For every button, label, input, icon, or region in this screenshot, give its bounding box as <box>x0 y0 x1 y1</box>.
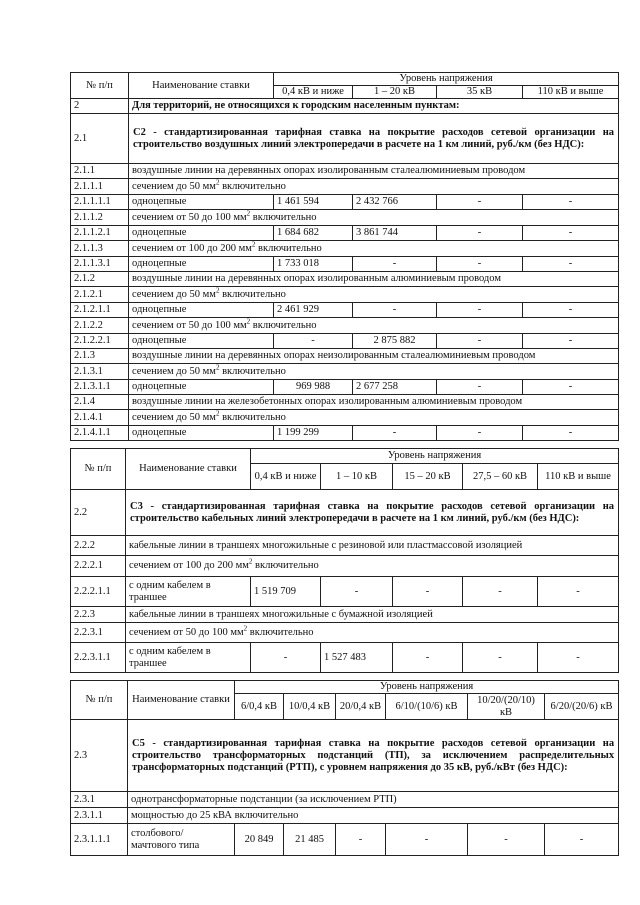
row-num: 2.2.2.1 <box>71 556 126 577</box>
col-header-num: № п/п <box>71 73 129 99</box>
row-name: одноцепные <box>129 226 274 241</box>
col-header-voltage: 27,5 – 60 кВ <box>463 464 538 490</box>
row-name: одноцепные <box>129 257 274 272</box>
value-cell: - <box>468 824 545 856</box>
rate-description: С3 - стандартизированная тарифная ставка на покрытие расходов сетевой организации на строительство кабельных линий электропередачи в расчете на 1 км линий, руб./км (без НДС): <box>126 490 619 536</box>
line-type: кабельные линии в траншеях многожильные с бумажной изоляцией <box>126 607 619 623</box>
row-num: 2.1.1 <box>71 164 129 179</box>
col-header-voltage-level: Уровень напряжения <box>274 73 619 86</box>
superscript: 2 <box>215 286 220 294</box>
section-title: Для территорий, не относящихся к городским населенным пунктам: <box>129 99 619 114</box>
row-name: одноцепные <box>129 426 274 441</box>
cross-section-text: включительно <box>219 365 286 377</box>
value-cell: - <box>353 257 437 272</box>
cross-section-text: сечением до 50 мм <box>132 180 216 192</box>
col-header-voltage: 35 кВ <box>437 86 523 99</box>
value-cell: - <box>523 380 619 395</box>
row-num: 2 <box>71 99 129 114</box>
row-num: 2.3.1.1 <box>71 808 128 824</box>
cross-section-text: включительно <box>252 560 319 571</box>
cross-section-text: включительно <box>219 288 286 300</box>
cross-section <box>129 241 619 257</box>
value-cell: - <box>523 426 619 441</box>
row-name: с одним кабелем в траншее <box>126 643 251 673</box>
value-cell: - <box>386 824 468 856</box>
row-num: 2.3.1.1.1 <box>71 824 128 856</box>
col-header-voltage: 6/20/(20/6) кВ <box>545 694 619 720</box>
row-num: 2.1.1.1.1 <box>71 195 129 210</box>
value-cell: 3 861 744 <box>353 226 437 241</box>
value-cell: - <box>523 257 619 272</box>
value-cell: - <box>437 226 523 241</box>
superscript: 2 <box>215 409 220 417</box>
col-header-voltage: 10/0,4 кВ <box>284 694 336 720</box>
line-type: кабельные линии в траншеях многожильные с резиновой или пластмассовой изоляцией <box>126 536 619 556</box>
row-num: 2.3.1 <box>71 792 128 808</box>
superscript: 2 <box>251 240 256 248</box>
value-cell: - <box>393 577 463 607</box>
cross-section <box>129 410 619 426</box>
col-header-num: № п/п <box>71 681 128 720</box>
row-num: 2.1.1.2.1 <box>71 226 129 241</box>
tariff-table-c2 <box>70 72 619 441</box>
col-header-voltage-level: Уровень напряжения <box>251 449 619 464</box>
row-name: одноцепные <box>129 380 274 395</box>
value-cell: - <box>437 257 523 272</box>
cross-section-text: сечением от 50 до 100 мм <box>132 211 247 223</box>
row-num: 2.2.3.1 <box>71 623 126 643</box>
value-cell: - <box>321 577 393 607</box>
col-header-voltage: 15 – 20 кВ <box>393 464 463 490</box>
cross-section-text: сечением от 50 до 100 мм <box>132 319 247 331</box>
col-header-voltage: 1 – 10 кВ <box>321 464 393 490</box>
cross-section <box>129 364 619 380</box>
row-num: 2.2.2 <box>71 536 126 556</box>
tariff-table-c3 <box>70 448 619 673</box>
col-header-voltage: 110 кВ и выше <box>523 86 619 99</box>
col-header-voltage: 0,4 кВ и ниже <box>251 464 321 490</box>
cross-section-text: включительно <box>219 180 286 192</box>
tariff-table-c5 <box>70 680 619 856</box>
value-cell: 2 875 882 <box>353 334 437 349</box>
line-type: воздушные линии на деревянных опорах изолированным сталеалюминиевым проводом <box>129 164 619 179</box>
value-cell: 2 432 766 <box>353 195 437 210</box>
row-num: 2.1.2.1 <box>71 287 129 303</box>
cross-section-text: сечением до 50 мм <box>132 365 216 377</box>
cross-section-text: сечением от 100 до 200 мм <box>129 560 249 571</box>
row-name: одноцепные <box>129 195 274 210</box>
col-header-voltage: 10/20/(20/10) кВ <box>468 694 545 720</box>
value-cell: 1 684 682 <box>274 226 353 241</box>
value-cell: - <box>538 577 619 607</box>
value-cell: 20 849 <box>235 824 284 856</box>
line-type: воздушные линии на деревянных опорах изолированным алюминиевым проводом <box>129 272 619 287</box>
col-header-voltage: 110 кВ и выше <box>538 464 619 490</box>
value-cell: - <box>437 380 523 395</box>
col-header-name: Наименование ставки <box>126 449 251 490</box>
cross-section <box>129 318 619 334</box>
col-header-voltage: 0,4 кВ и ниже <box>274 86 353 99</box>
col-header-voltage: 6/10/(10/6) кВ <box>386 694 468 720</box>
value-cell: 1 733 018 <box>274 257 353 272</box>
value-cell: - <box>336 824 386 856</box>
row-num: 2.2.3.1.1 <box>71 643 126 673</box>
row-num: 2.1.2.1.1 <box>71 303 129 318</box>
cross-section-text: включительно <box>247 626 314 638</box>
row-num: 2.1.3.1.1 <box>71 380 129 395</box>
value-cell: - <box>437 195 523 210</box>
superscript: 2 <box>243 624 248 632</box>
row-name: одноцепные <box>129 334 274 349</box>
row-num: 2.1.3 <box>71 349 129 364</box>
row-num: 2.3 <box>71 720 128 792</box>
line-type: воздушные линии на железобетонных опорах изолированным алюминиевым проводом <box>129 395 619 410</box>
value-cell: - <box>437 426 523 441</box>
row-name: столбового/ мачтового типа <box>128 824 235 856</box>
rate-description: С2 - стандартизированная тарифная ставка на покрытие расходов сетевой организации на строительство воздушных линий электропередачи в расчете на 1 км линий, руб./км (без НДС): <box>129 114 619 164</box>
value-cell: - <box>523 195 619 210</box>
row-num: 2.1.2.2 <box>71 318 129 334</box>
row-num: 2.2.3 <box>71 607 126 623</box>
value-cell: 1 527 483 <box>321 643 393 673</box>
value-cell: - <box>353 426 437 441</box>
cross-section-text: включительно <box>255 242 322 254</box>
value-cell: 1 199 299 <box>274 426 353 441</box>
cross-section-text: сечением от 100 до 200 мм <box>132 242 252 254</box>
cross-section <box>126 623 619 643</box>
line-type: воздушные линии на деревянных опорах неизолированным сталеалюминиевым проводом <box>129 349 619 364</box>
value-cell: - <box>463 577 538 607</box>
row-num: 2.1.2.2.1 <box>71 334 129 349</box>
col-header-voltage: 1 – 20 кВ <box>353 86 437 99</box>
value-cell: - <box>274 334 353 349</box>
power-range: мощностью до 25 кВА включительно <box>128 808 619 824</box>
value-cell: - <box>353 303 437 318</box>
superscript: 2 <box>215 363 220 371</box>
value-cell: - <box>463 643 538 673</box>
value-cell: 21 485 <box>284 824 336 856</box>
col-header-voltage: 20/0,4 кВ <box>336 694 386 720</box>
cross-section-text: включительно <box>250 211 317 223</box>
cross-section <box>129 287 619 303</box>
col-header-num: № п/п <box>71 449 126 490</box>
row-num: 2.2 <box>71 490 126 536</box>
cross-section-text: включительно <box>219 411 286 423</box>
cross-section-text: сечением от 50 до 100 мм <box>129 626 244 638</box>
row-name: с одним кабелем в траншее <box>126 577 251 607</box>
substation-type: однотрансформаторные подстанции (за исключением РТП) <box>128 792 619 808</box>
row-num: 2.1.1.1 <box>71 179 129 195</box>
superscript: 2 <box>248 557 253 566</box>
value-cell: 969 988 <box>274 380 353 395</box>
value-cell: - <box>523 334 619 349</box>
row-num: 2.2.2.1.1 <box>71 577 126 607</box>
value-cell: - <box>545 824 619 856</box>
col-header-voltage-level: Уровень напряжения <box>235 681 619 694</box>
cross-section <box>129 179 619 195</box>
row-num: 2.1.1.3.1 <box>71 257 129 272</box>
row-num: 2.1.4.1.1 <box>71 426 129 441</box>
value-cell: - <box>393 643 463 673</box>
cross-section-text: сечением до 50 мм <box>132 288 216 300</box>
cross-section-text: сечением до 50 мм <box>132 411 216 423</box>
rate-description: С5 - стандартизированная тарифная ставка на покрытие расходов сетевой организации на строительство трансформаторных подстанций (ТП), за исключением распределительных трансформаторных подстанций (РТП), с уровнем напряжения до 35 кВ, руб./кВт (без НДС): <box>128 720 619 792</box>
value-cell: - <box>437 334 523 349</box>
col-header-name: Наименование ставки <box>128 681 235 720</box>
col-header-name: Наименование ставки <box>129 73 274 99</box>
superscript: 2 <box>246 317 251 325</box>
cross-section-text: включительно <box>250 319 317 331</box>
value-cell: - <box>437 303 523 318</box>
row-num: 2.1.4 <box>71 395 129 410</box>
row-name: одноцепные <box>129 303 274 318</box>
row-num: 2.1.1.2 <box>71 210 129 226</box>
value-cell: - <box>538 643 619 673</box>
col-header-voltage: 6/0,4 кВ <box>235 694 284 720</box>
row-num: 2.1 <box>71 114 129 164</box>
value-cell: - <box>523 226 619 241</box>
value-cell: 1 519 709 <box>251 577 321 607</box>
row-num: 2.1.3.1 <box>71 364 129 380</box>
row-num: 2.1.1.3 <box>71 241 129 257</box>
superscript: 2 <box>246 209 251 217</box>
cross-section <box>126 556 619 577</box>
cross-section <box>129 210 619 226</box>
value-cell: 2 677 258 <box>353 380 437 395</box>
value-cell: - <box>251 643 321 673</box>
superscript: 2 <box>215 178 220 186</box>
value-cell: 1 461 594 <box>274 195 353 210</box>
row-num: 2.1.4.1 <box>71 410 129 426</box>
row-num: 2.1.2 <box>71 272 129 287</box>
value-cell: 2 461 929 <box>274 303 353 318</box>
value-cell: - <box>523 303 619 318</box>
